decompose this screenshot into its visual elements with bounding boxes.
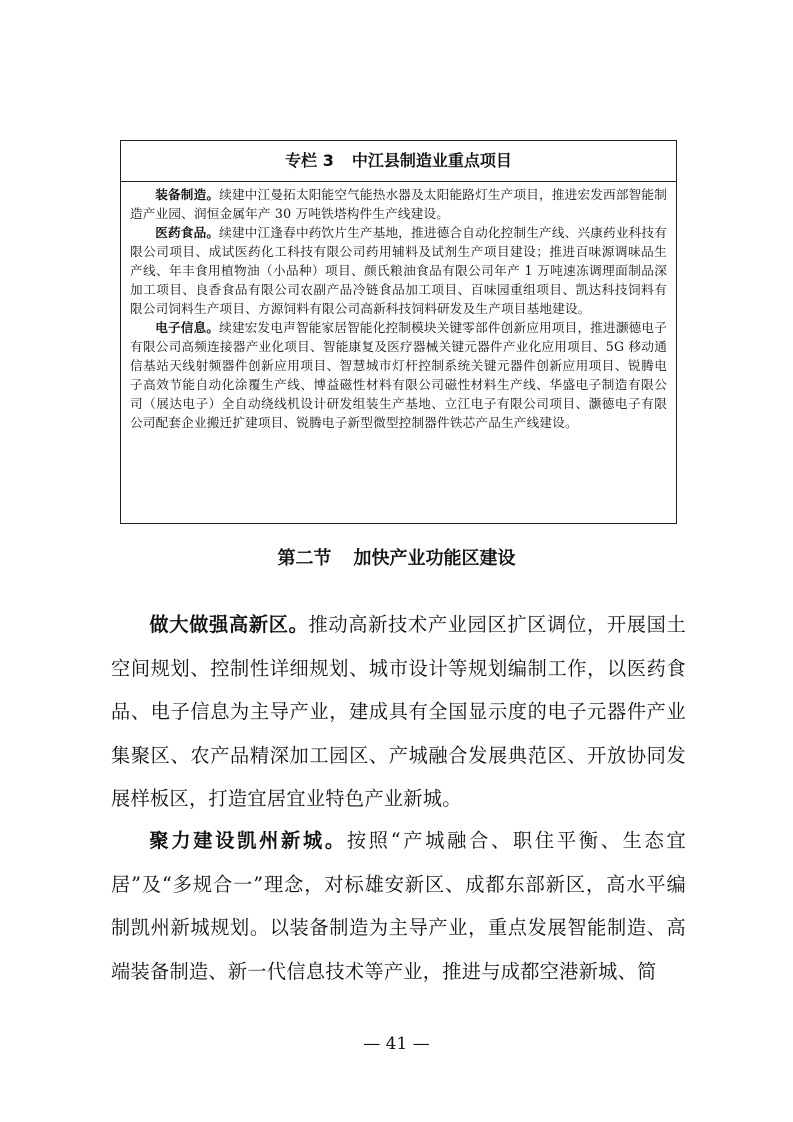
body-paragraph-lead: 聚力建设凯州新城。 [149,829,347,852]
body-paragraph-text: 按照“产城融合、职住平衡、生态宜居”及“多规合一”理念，对标雄安新区、成都东部新区，高水平编制凯州新城规划。以装备制造为主导产业，重点发展智能制造、高端装备制造、新一代信息技术等产业，推进与成都空港新城、简 [111,829,686,983]
box-paragraph-lead: 装备制造。 [155,187,220,202]
body-paragraph-high-tech-zone [111,603,686,821]
box-paragraph-lead: 电子信息。 [155,320,220,335]
section-number: 第二节 [277,548,332,569]
feature-box [120,140,677,524]
box-paragraph-text: 续建中江曼拓太阳能空气能热水器及太阳能路灯生产项目，推进宏发西部智能制造产业园、润恒金属年产 30 万吨铁塔构件生产线建设。 [130,187,668,221]
section-title: 加快产业功能区建设 [353,548,516,569]
box-paragraph-text: 续建宏发电声智能家居智能化控制模块关键零部件创新应用项目，推进灏德电子有限公司高频连接器产业化项目、智能康复及医疗器械关键元器件产业化应用项目、5G 移动通信基站天线射频器件创新应用项目、智慧城市灯杆控制系统关键元器件创新应用项目、锐腾电子高效节能自动化涂覆生产线、博益磁性材料有限公司磁性材料生产线、华盛电子制造有限公司（展达电子）全自动绕线机设计研发组装生产基地、立江电子有限公司项目、灏德电子有限公司配套企业搬迁扩建项目、锐腾电子新型微型控制器件铁芯产品生产线建设。 [130,320,668,430]
box-paragraph-text: 续建中江逢春中药饮片生产基地，推进德合自动化控制生产线、兴康药业科技有限公司项目、成试医药化工科技有限公司药用辅料及试剂生产项目建设；推进百味源调味品生产线、年丰食用植物油（小品种）项目、颜氏粮油食品有限公司年产 1 万吨速冻调理面制品深加工项目、良香食品有限公司农副产品冷链食品加工项目、百味园重组项目、凯达科技饲料有限公司饲料生产项目、方源饲料有限公司高新科技饲料研发及生产项目基地建设。 [130,225,668,316]
section-heading [0,544,793,570]
box-paragraph-medicine-food [130,223,667,318]
body-paragraph-kaizhou-new-city [111,819,686,993]
feature-box-title [121,141,676,182]
body-paragraph-lead: 做大做强高新区。 [149,613,309,636]
body-paragraph-text: 推动高新技术产业园区扩区调位，开展国土空间规划、控制性详细规划、城市设计等规划编制工作，以医药食品、电子信息为主导产业，建成具有全国显示度的电子元器件产业集聚区、农产品精深加工园区、产城融合发展典范区、开放协同发展样板区，打造宜居宜业特色产业新城。 [111,613,687,810]
feature-box-body [121,182,676,432]
box-paragraph-electronics [130,318,667,432]
page-number: — 41 — [363,1034,430,1054]
feature-box-label: 专栏 3 [285,151,334,170]
box-paragraph-lead: 医药食品。 [155,225,220,240]
box-paragraph-equipment [130,185,667,223]
feature-box-heading: 中江县制造业重点项目 [351,151,512,170]
